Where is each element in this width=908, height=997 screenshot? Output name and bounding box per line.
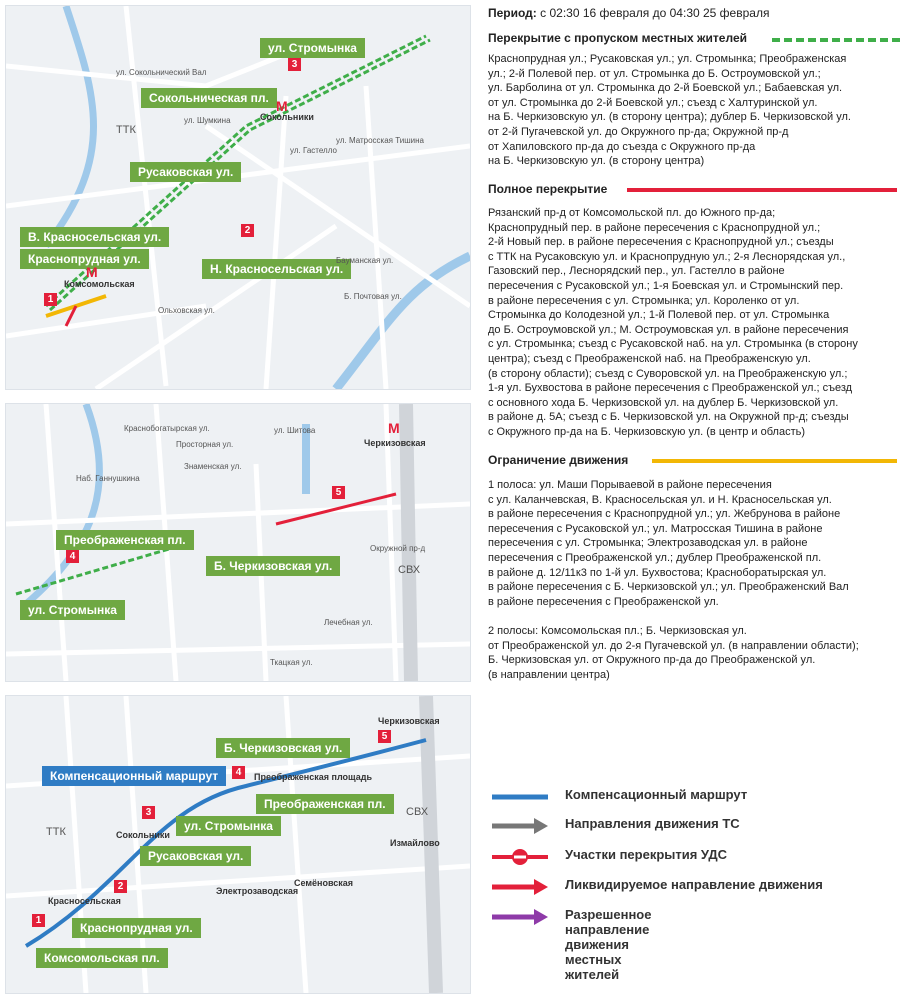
- text-line: с Окружного пр-да на Б. Черкизовскую ул. (в центр и область): [488, 425, 805, 438]
- period-label: Период:: [488, 6, 537, 20]
- text-line: пересечения с ул. Стромынка; Электрозаводская ул. в районе: [488, 537, 808, 550]
- street-label: Ткацкая ул.: [270, 658, 313, 667]
- text-line: в районе д. 12/11к3 по 1-й ул. Бухвостова; Красноборатырская ул.: [488, 566, 827, 579]
- tag-b-cherkizovskaya: Б. Черкизовская ул.: [206, 556, 340, 576]
- text-line: с ул. Каланчевская, В. Красносельская ул. и Н. Красносельская ул.: [488, 493, 832, 506]
- legend-label: Ликвидируемое направление движения: [565, 877, 823, 892]
- marker-number: 3: [288, 58, 301, 71]
- street-label: ТТК: [46, 826, 66, 838]
- street-label: Окружной пр-д: [370, 544, 426, 553]
- eliminated-direction-arrow-icon: [490, 877, 550, 897]
- metro-label: Преображенская площадь: [254, 772, 372, 782]
- text-line: (в сторону области); съезд с Суворовской ул. на Преображенскую ул.;: [488, 367, 848, 380]
- tag-preobrazhenskaya-pl: Преображенская пл.: [256, 794, 394, 814]
- text-line: 1 полоса: ул. Маши Порываевой в районе пересечения: [488, 479, 772, 491]
- legend-label: Направления движения ТС: [565, 816, 740, 831]
- street-label: СВХ: [406, 806, 429, 818]
- street-label: ул. Матросская Тишина: [336, 136, 424, 145]
- street-label: Бауманская ул.: [336, 256, 394, 265]
- metro-label: Комсомольская: [64, 279, 135, 289]
- metro-icon: M: [388, 420, 400, 436]
- text-line: с основного хода Б. Черкизовской ул. на дублер Б. Черкизовской ул.: [488, 396, 839, 409]
- traffic-direction-arrow-icon: [490, 816, 550, 836]
- text-line: в районе пересечения с Краснопрудной ул.; ул. Жебрунова в районе: [488, 508, 841, 521]
- marker-number: 4: [66, 550, 79, 563]
- street-label: СВХ: [398, 564, 421, 576]
- marker-number: 5: [378, 730, 391, 743]
- tag-b-cherkizovskaya: Б. Черкизовская ул.: [216, 738, 350, 758]
- text-line: от ул. Стромынка до 2-й Боевской ул.; съезд с Халтуринской ул.: [488, 96, 818, 109]
- marker-number: 4: [232, 766, 245, 779]
- section-title-local: Перекрытие с пропуском местных жителей: [488, 31, 747, 45]
- marker-number: 2: [114, 880, 127, 893]
- resident-direction-arrow-icon: [490, 907, 550, 927]
- tag-stromynka: ул. Стромынка: [20, 600, 125, 620]
- metro-icon: M: [86, 264, 98, 280]
- text-line: пересечения с Русаковской ул.; ул. Матросская Тишина в районе: [488, 522, 823, 535]
- text-line: с ул. Стромынка; съезд с Русаковской наб. на ул. Стромынка (в сторону: [488, 338, 858, 351]
- street-label: Знаменская ул.: [184, 462, 242, 471]
- metro-label: Электрозаводская: [216, 886, 299, 896]
- tag-krasnoprudnaya: Краснопрудная ул.: [20, 249, 149, 269]
- legend-label: Компенсационный маршрут: [565, 787, 748, 802]
- metro-label: Черкизовская: [378, 716, 440, 726]
- legend-label: Разрешенное направление движения местных жителей: [565, 907, 652, 982]
- street-label: ул. Шитова: [274, 426, 316, 435]
- tag-rusakovskaya: Русаковская ул.: [130, 162, 241, 182]
- text-line: на Б. Черкизовскую ул. (в сторону центра): [488, 155, 705, 168]
- map-compensation-route: [5, 695, 471, 994]
- section-text-full: [488, 206, 898, 440]
- road-closure-icon: [490, 847, 550, 867]
- street-label: Наб. Ганнушкина: [76, 474, 140, 483]
- text-line: в районе пересечения с Преображенской ул.: [488, 595, 719, 608]
- legend-local-line: [772, 37, 900, 43]
- legend-full-line: [627, 187, 897, 193]
- metro-label: Черкизовская: [364, 438, 426, 448]
- marker-number: 1: [32, 914, 45, 927]
- text-line: от 2-й Пугачевской ул. до Окружного пр-да; Окружной пр-д: [488, 125, 789, 138]
- period-line: [488, 6, 898, 21]
- text-line: Газовский пер., Леснорядский пер., ул. Гастелло в районе: [488, 265, 785, 278]
- text-line: пересечения с Русаковской ул.; 1-я Боевская ул. и Стромынский пер.: [488, 279, 844, 292]
- marker-number: 2: [241, 224, 254, 237]
- text-line: Краснопрудный пер. в районе пересечения с Краснопрудной ул.;: [488, 221, 821, 234]
- section-text-limit-2: [488, 624, 898, 682]
- metro-label: Измайлово: [390, 838, 440, 848]
- text-line: ул.; 2-й Полевой пер. от ул. Стромынка до Б. Остроумовской ул.;: [488, 67, 821, 80]
- metro-label: Семёновская: [294, 878, 354, 888]
- period-value: с 02:30 16 февраля до 04:30 25 февраля: [540, 6, 770, 20]
- text-line: 2 полосы: Комсомольская пл.; Б. Черкизовская ул.: [488, 625, 747, 637]
- street-label: Лечебная ул.: [324, 618, 373, 627]
- street-label: Краснобогатырская ул.: [124, 424, 210, 433]
- street-label: Ольховская ул.: [158, 306, 215, 315]
- tag-compensation-route: Компенсационный маршрут: [42, 766, 226, 786]
- text-line: Рязанский пр-д от Комсомольской пл. до Южного пр-да;: [488, 207, 776, 219]
- metro-label: Красносельская: [48, 896, 121, 906]
- tag-n-krasnoselskaya: Н. Красносельская ул.: [202, 259, 351, 279]
- text-line: на Б. Черкизовскую ул. (в сторону центра); дублер Б. Черкизовской ул.: [488, 111, 851, 124]
- marker-number: 1: [44, 293, 57, 306]
- street-label: ул. Шумкина: [184, 116, 231, 125]
- text-line: Стромынка до Колодезной ул.; 1-й Полевой пер. от ул. Стромынка: [488, 309, 830, 322]
- section-text-limit-1: [488, 478, 898, 609]
- metro-icon: M: [276, 98, 288, 114]
- text-line: Краснопрудная ул.; Русаковская ул.; ул. Стромынка; Преображенская: [488, 53, 847, 65]
- street-label: Просторная ул.: [176, 440, 234, 449]
- map-closure-area-2: [5, 403, 471, 682]
- street-label: ул. Сокольнический Вал: [116, 68, 207, 77]
- text-line: с ТТК на Русаковскую ул. и Краснопрудную ул.; 2-я Леснорядская ул.,: [488, 250, 846, 263]
- tag-stromynka: ул. Стромынка: [176, 816, 281, 836]
- text-line: в районе пересечения с Б. Черкизовской ул.; ул. Преображенский Вал: [488, 581, 849, 594]
- text-line: центра); съезд с Преображенской наб. на Преображенскую ул.: [488, 352, 811, 365]
- marker-number: 5: [332, 486, 345, 499]
- legend-limit-line: [652, 458, 897, 464]
- street-label: ТТК: [116, 124, 136, 136]
- text-line: 2-й Новый пер. в районе пересечения с Краснопрудной ул.; съезды: [488, 236, 834, 249]
- text-line: (в направлении центра): [488, 668, 610, 681]
- map1-roads: [6, 6, 470, 389]
- tag-stromynka: ул. Стромынка: [260, 38, 365, 58]
- text-line: до Б. Остроумовской ул.; М. Остроумовская ул. в районе пересечения: [488, 323, 849, 336]
- compensation-route-line-icon: [490, 787, 550, 807]
- section-title-limit: Ограничение движения: [488, 453, 629, 467]
- section-text-local: [488, 52, 898, 169]
- metro-label: Сокольники: [260, 112, 314, 122]
- street-label: ул. Гастелло: [290, 146, 337, 155]
- metro-label: Сокольники: [116, 830, 170, 840]
- text-line: от Преображенской ул. до 2-я Пугачевской ул. (в направлении области);: [488, 639, 859, 652]
- section-title-full: Полное перекрытие: [488, 182, 608, 196]
- tag-komsomolskaya: Комсомольская пл.: [36, 948, 168, 968]
- tag-v-krasnoselskaya: В. Красносельская ул.: [20, 227, 169, 247]
- marker-number: 3: [142, 806, 155, 819]
- text-line: Б. Черкизовская ул. от Окружного пр-да до Преображенской ул.: [488, 654, 816, 667]
- street-label: Б. Почтовая ул.: [344, 292, 402, 301]
- text-line: в районе пересечения с ул. Стромынка; ул. Короленко от ул.: [488, 294, 800, 307]
- text-line: 1-я ул. Бухвостова в районе пересечения с Преображенской ул.; съезд: [488, 382, 853, 395]
- tag-rusakovskaya: Русаковская ул.: [140, 846, 251, 866]
- tag-sokolnicheskaya: Сокольническая пл.: [141, 88, 277, 108]
- map-closure-area-1: [5, 5, 471, 390]
- text-line: пересечения с Преображенской ул.; дублер Преображенской пл.: [488, 551, 822, 564]
- legend-label: Участки перекрытия УДС: [565, 847, 728, 862]
- tag-krasnoprudnaya: Краснопрудная ул.: [72, 918, 201, 938]
- text-line: ул. Барболина от ул. Стромынка до 2-й Боевской ул.; Бабаевская ул.: [488, 82, 843, 95]
- tag-preobrazhenskaya-pl: Преображенская пл.: [56, 530, 194, 550]
- text-line: в районе д. 5А; съезд с Б. Черкизовской ул. на Окружной пр-д; съезды: [488, 411, 849, 424]
- text-line: от Хапиловского пр-да до съезда с Окружного пр-да: [488, 140, 756, 153]
